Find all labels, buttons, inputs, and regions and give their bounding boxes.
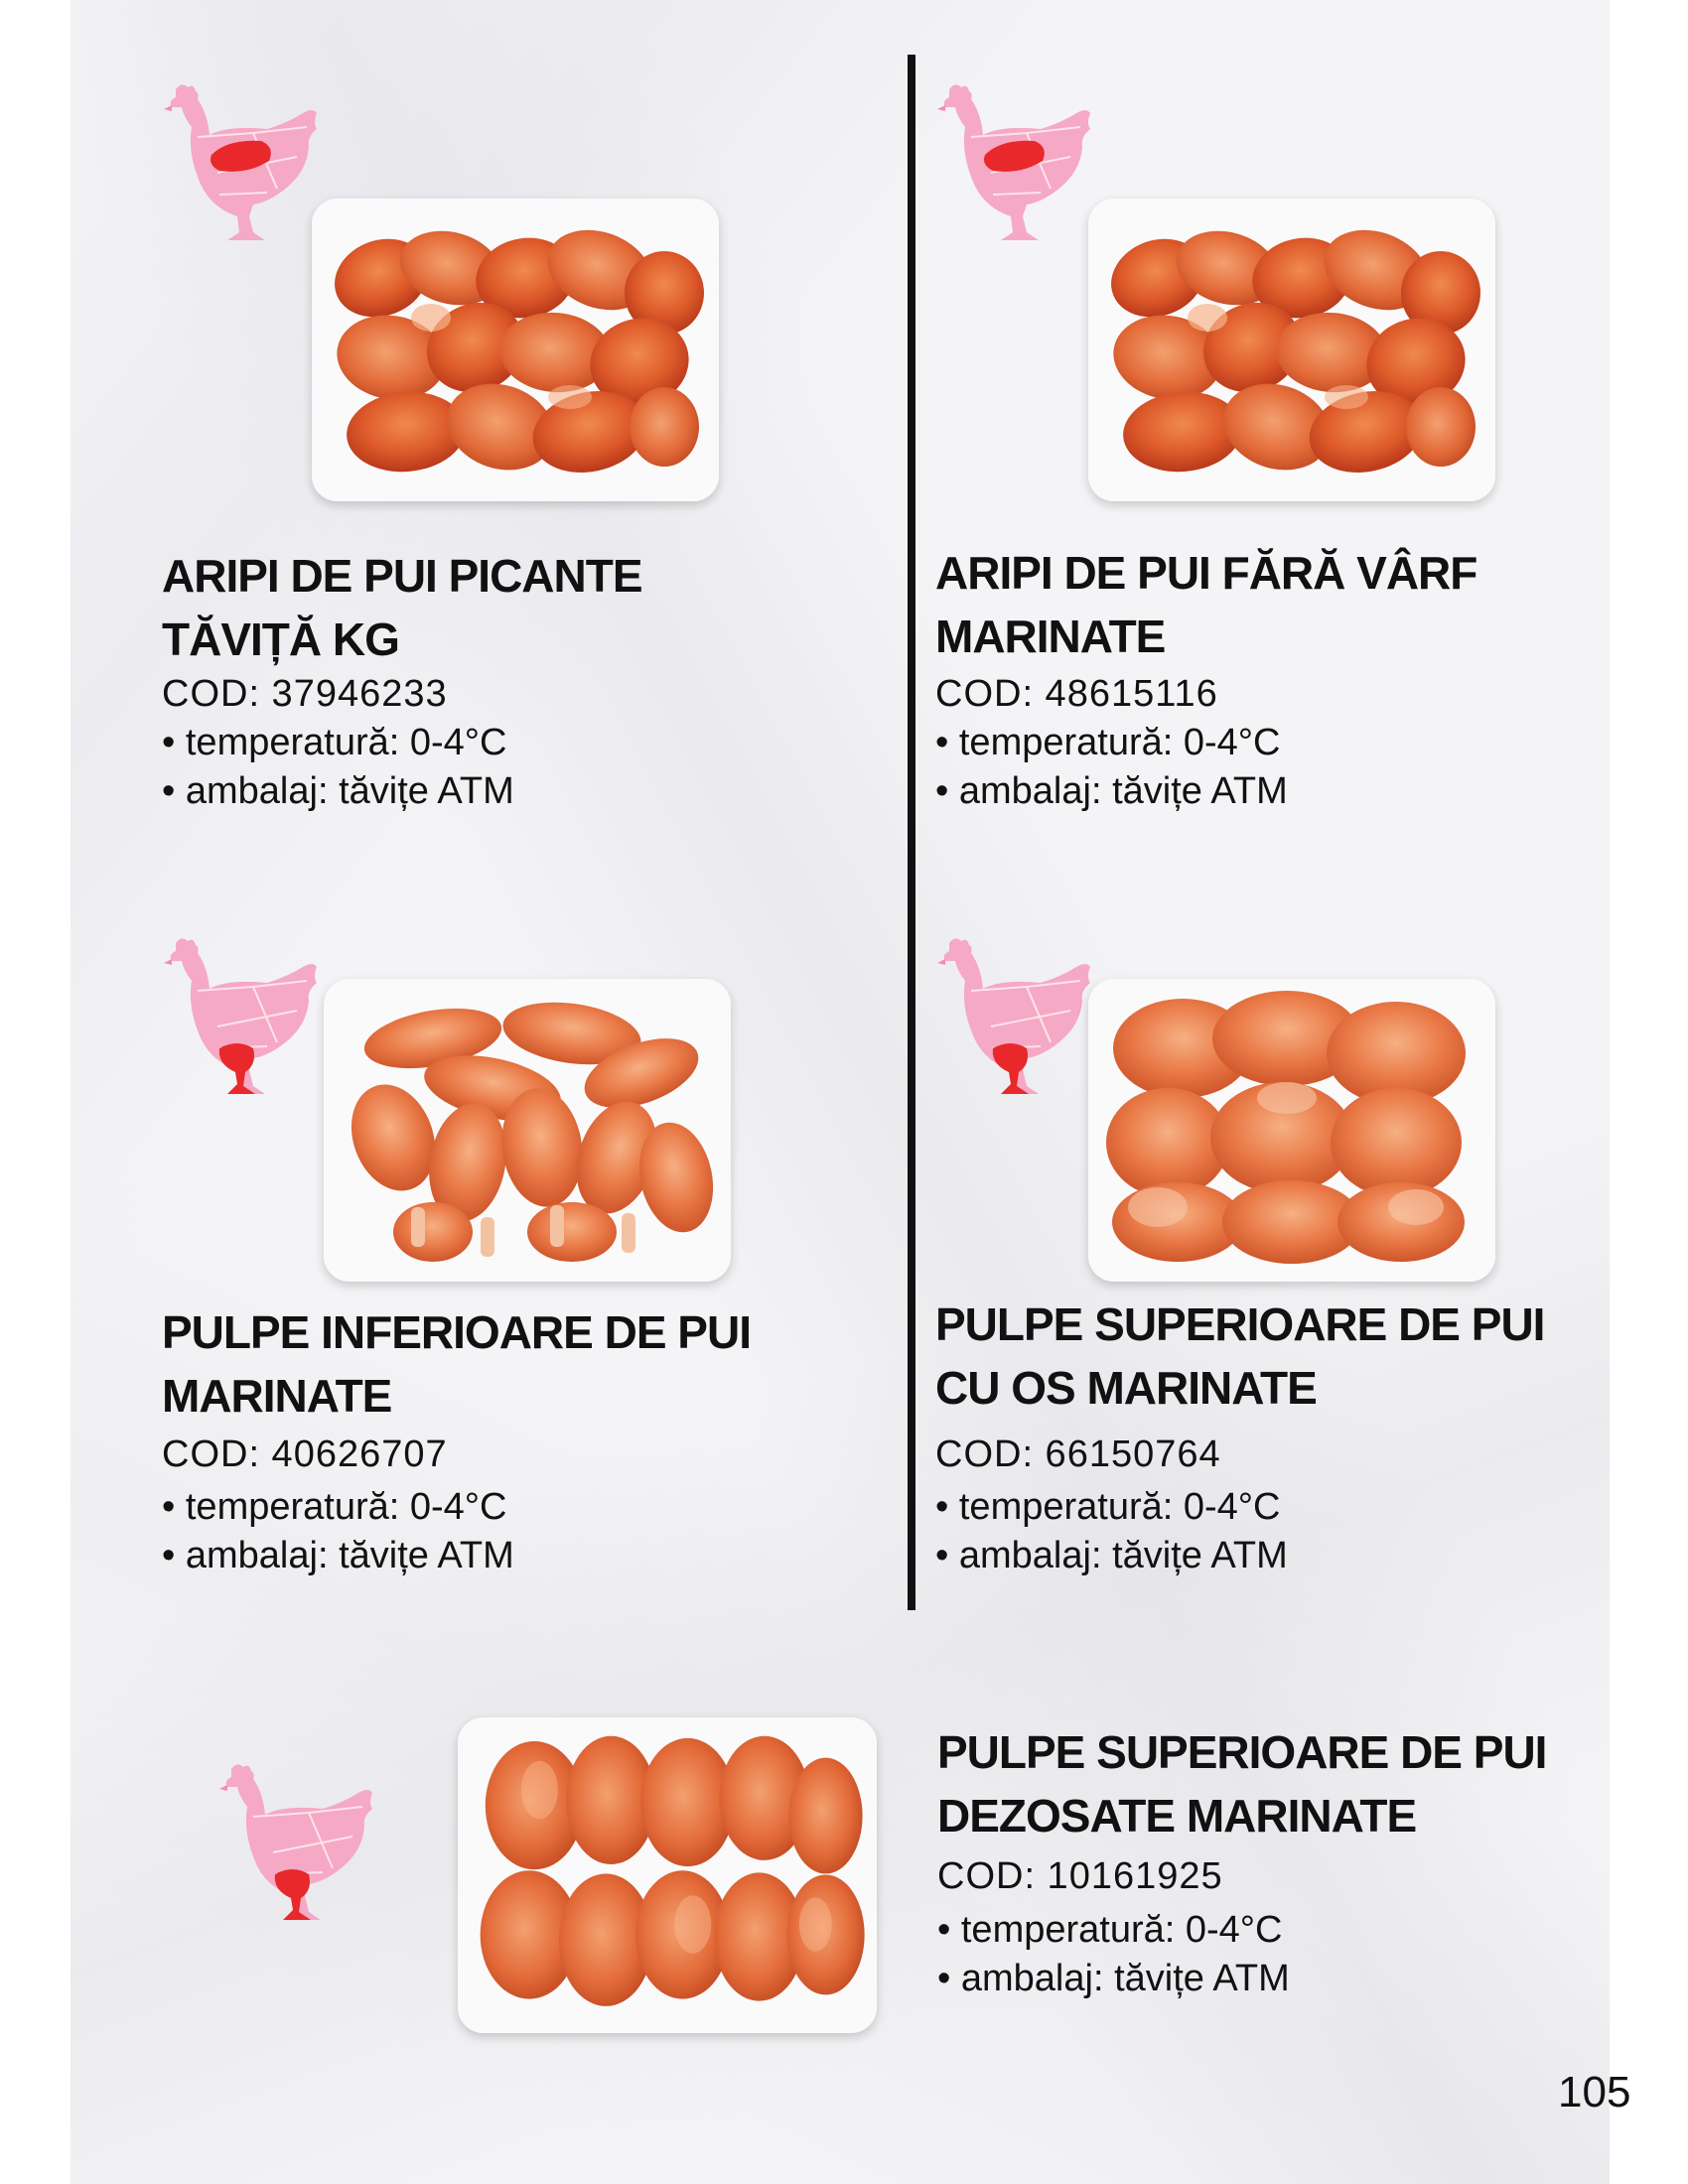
product-image — [458, 1717, 877, 2033]
spec-temperature: • temperatură: 0-4°C — [935, 719, 1288, 767]
product-title: ARIPI DE PUI PICANTE TĂVIȚĂ KG — [162, 550, 642, 665]
product-title: ARIPI DE PUI FĂRĂ VÂRF MARINATE — [935, 547, 1477, 662]
product-title: PULPE INFERIOARE DE PUI MARINATE — [162, 1306, 751, 1422]
product-code: COD: 37946233 — [162, 673, 448, 715]
spec-temperature: • temperatură: 0-4°C — [935, 1483, 1288, 1532]
spec-packaging: • ambalaj: tăvițe ATM — [162, 1532, 514, 1580]
product-title: PULPE SUPERIOARE DE PUI DEZOSATE MARINATE — [937, 1726, 1547, 1842]
spec-packaging: • ambalaj: tăvițe ATM — [162, 767, 514, 816]
product-code: COD: 10161925 — [937, 1855, 1223, 1897]
product-code: COD: 48615116 — [935, 673, 1218, 715]
spec-packaging: • ambalaj: tăvițe ATM — [937, 1955, 1290, 2003]
spec-temperature: • temperatură: 0-4°C — [162, 1483, 514, 1532]
spec-temperature: • temperatură: 0-4°C — [937, 1906, 1290, 1955]
spec-packaging: • ambalaj: tăvițe ATM — [935, 767, 1288, 816]
page-number: 105 — [1558, 2068, 1631, 2116]
product-title: PULPE SUPERIOARE DE PUI CU OS MARINATE — [935, 1298, 1545, 1414]
product-code: COD: 66150764 — [935, 1433, 1221, 1475]
catalog-page — [70, 0, 1631, 2184]
product-code: COD: 40626707 — [162, 1433, 448, 1475]
spec-temperature: • temperatură: 0-4°C — [162, 719, 514, 767]
hen-leg-cut-icon — [213, 1757, 387, 1931]
spec-packaging: • ambalaj: tăvițe ATM — [935, 1532, 1288, 1580]
product-card-pulpe-superioare-dezosate — [70, 0, 1610, 2085]
product-specs — [937, 1906, 1290, 2003]
